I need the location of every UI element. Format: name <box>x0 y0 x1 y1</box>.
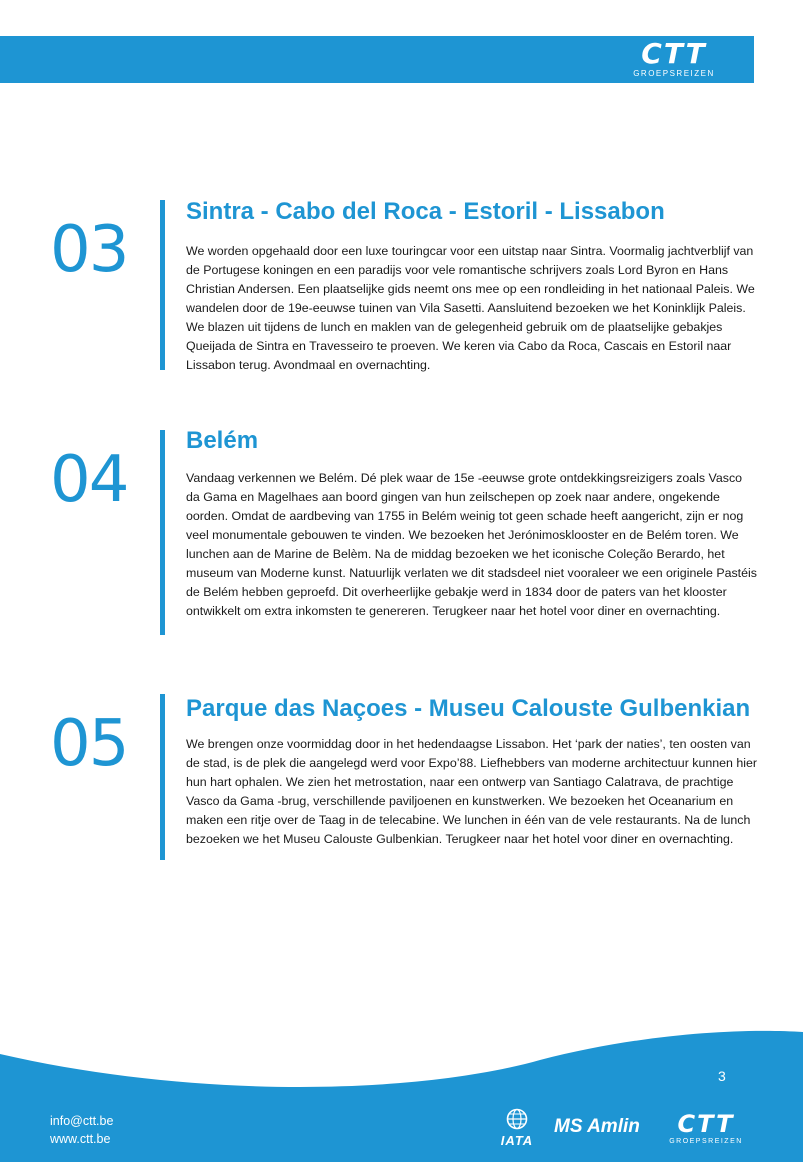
footer-logo-text: CTT <box>677 1110 735 1138</box>
day-title: Belém <box>186 427 259 454</box>
iata-logo <box>488 1108 546 1148</box>
msamlin-logo: MS Amlin <box>554 1116 640 1137</box>
day-number: 03 <box>50 213 128 287</box>
footer-logo-subtext: GROEPSREIZEN <box>669 1138 743 1145</box>
section-divider <box>160 200 165 370</box>
day-number: 05 <box>50 707 128 781</box>
globe-icon <box>505 1108 529 1130</box>
contact-info <box>50 1112 113 1148</box>
contact-website[interactable]: www.ctt.be <box>50 1132 111 1146</box>
day-description: We worden opgehaald door een luxe touringcar voor een uitstap naar Sintra. Voormalig jachtverblijf van de Portugese koningen en een paradijs voor vele romantische schrijvers zoals Lord Byron en Hans Christian Andersen. Een plaatselijke gids neemt ons mee op een rondleiding in het nationaal Paleis. We wandelen door de 19e-eeuwse tuinen van Vila Sasetti. Aansluitend bezoeken we het Koninklijk Paleis. We blazen uit tijdens de lunch en maklen van de gelegenheid gebruik om de plaatselijke gebakjes Queijada de Sintra en Travesseiro te proeven. We keren via Cabo da Roca, Cascais en Estoril naar Lissabon terug. Avondmaal en overnachting. <box>186 244 755 372</box>
day-number: 04 <box>50 443 128 517</box>
header-logo-text: CTT <box>641 37 707 70</box>
day-description: We brengen onze voormiddag door in het hedendaagse Lissabon. Het ‘park der naties’, ten oosten van de stad, is de plek die aangelegd werd voor Expo’88. Liefhebbers van moderne architectuur kunnen hier hun hart ophalen. We zien het metrostation, naar een ontwerp van Santiago Calatrava, de prachtige Vasco da Gama -brug, verschillende paviljoenen en kunstwerken. We bezoeken het Oceanarium en maken een ritje over de Taag in de telecabine. We lunchen in één van de vele restaurants. Na de lunch bezoeken we het Museu Calouste Gulbenkian. Terugkeer naar het hotel voor diner en overnachting. <box>186 737 758 846</box>
day-description: Vandaag verkennen we Belém. Dé plek waar de 15e -eeuwse grote ontdekkingsreizigers zoals Vasco da Gama en Magelhaes aan boord gingen van hun zeilschepen op zoek naar andere, ongekende oorden. Omdat de aardbeving van 1755 in Belém weinig tot geen schade heeft aangericht, zijn er nog veel monumentale gebouwen te vinden. We bezoeken het Jerónimosklooster en de Belém toren. We lunchen aan de Marine de Belèm. Na de middag bezoeken we het iconische Coleção Berardo, het museum van Moderne kunst. Natuurlijk verlaten we dit stadsdeel niet vooraleer we een originele Pastéis de Belém hebben geproefd. Dit overheerlijke gebakje werd in 1834 door de paters van het klooster ontwikkelt om extra inkomsten te genereren. Terugkeer naar het hotel voor diner en overnachting. <box>186 471 757 618</box>
day-title: Parque das Naçoes - Museu Calouste Gulbenkian <box>186 695 751 722</box>
footer-logo <box>668 1112 744 1145</box>
section-divider <box>160 430 165 635</box>
contact-email[interactable]: info@ctt.be <box>50 1114 114 1128</box>
header-logo <box>628 37 720 78</box>
iata-label: IATA <box>500 1133 534 1148</box>
header-logo-subtext: GROEPSREIZEN <box>633 69 715 78</box>
page-number: 3 <box>718 1068 726 1084</box>
day-title: Sintra - Cabo del Roca - Estoril - Lissabon <box>186 198 665 225</box>
section-divider <box>160 694 165 860</box>
